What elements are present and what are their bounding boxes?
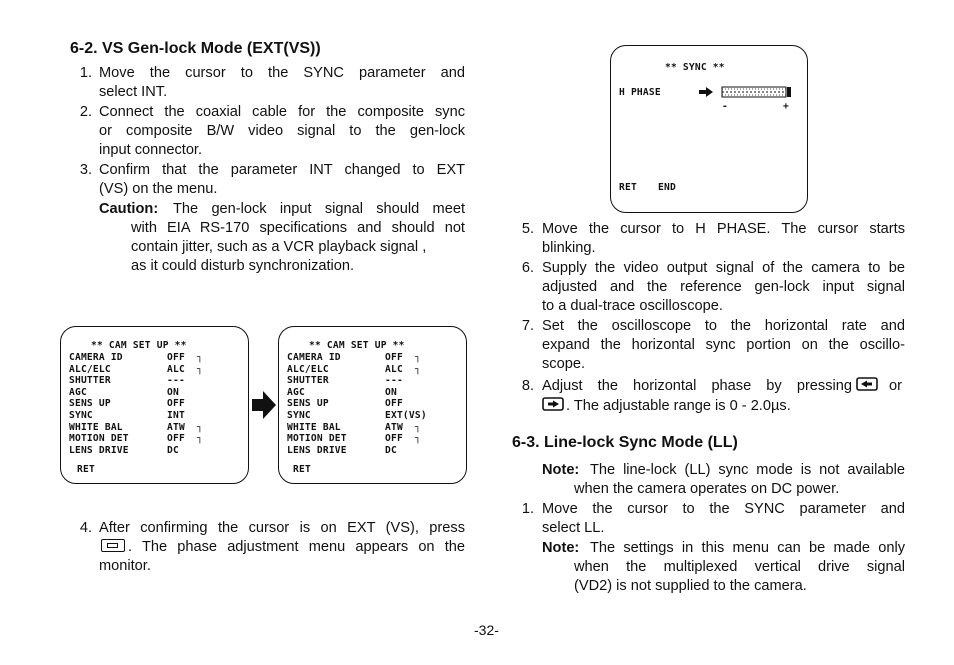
step-number: 6. (521, 260, 534, 276)
section-heading-line-lock: 6-3. Line-lock Sync Mode (LL) (512, 434, 738, 451)
step-text-or: or (889, 378, 902, 394)
menu-item-label: ALC/ELC (287, 363, 329, 375)
menu-item-label: SYNC (69, 410, 93, 421)
submenu-mark-icon: ┐ (197, 352, 203, 363)
menu-item-label: LENS DRIVE (287, 444, 347, 456)
step-number: 5. (521, 221, 534, 237)
page-number: -32- (474, 622, 499, 638)
step-number: 1. (79, 65, 92, 81)
step-text: Supply the video output signal of the camera to be (542, 260, 905, 276)
menu-item-value: DC (167, 444, 179, 456)
step-text: Confirm that the parameter INT changed to EXT (99, 162, 465, 178)
step-text: or composite B/W video signal to the gen-lock (99, 123, 465, 139)
step-number: 2. (79, 104, 92, 120)
note-label: Note: (542, 540, 580, 556)
note-text: (VD2) is not supplied to the camera. (574, 578, 807, 594)
menu-item-value: OFF (385, 352, 403, 363)
menu-item-value: --- (167, 375, 185, 387)
caution-text: contain jitter, such as a VCR playback signal , (131, 239, 427, 255)
set-key-icon (99, 538, 127, 557)
step-text: (VS) on the menu. (99, 181, 218, 197)
menu-item-label: AGC (287, 386, 305, 398)
step-text: blinking. (542, 240, 596, 256)
step-text: Adjust the horizontal phase by pressing (542, 378, 852, 394)
menu-item-value: OFF (385, 398, 403, 410)
menu-item-value: INT (167, 410, 185, 421)
step-text: Move the cursor to the SYNC parameter and (542, 501, 905, 517)
menu-item-label: MOTION DET (287, 433, 347, 445)
menu-item-label: WHITE BAL (69, 421, 123, 433)
caution-text: as it could disturb synchronization. (131, 258, 355, 274)
submenu-mark-icon: ┐ (415, 363, 421, 375)
menu-title: ** CAM SET UP ** (91, 340, 187, 351)
menu-title: ** SYNC ** (665, 62, 725, 73)
cursor-arrow-icon (699, 87, 713, 97)
menu-item-label: SYNC (287, 410, 311, 421)
menu-item-label: AGC (69, 386, 87, 398)
note-text: The settings in this menu can be made only (590, 540, 905, 556)
menu-item-label: LENS DRIVE (69, 444, 129, 456)
menu-title: ** CAM SET UP ** (309, 340, 405, 351)
caution-label: Caution: (99, 201, 159, 217)
step-text: Move the cursor to H PHASE. The cursor starts (542, 221, 905, 237)
menu-footer-end: END (658, 182, 676, 193)
step-text: Connect the coaxial cable for the composite sync (99, 104, 465, 120)
step-text: input connector. (99, 142, 203, 158)
menu-item-label: SENS UP (287, 398, 329, 410)
note-label: Note: (542, 462, 580, 478)
menu-item-label: CAMERA ID (69, 352, 123, 363)
note-text: The line-lock (LL) sync mode is not available (590, 462, 905, 478)
step-text: expand the horizontal sync portion on the oscillo- (542, 337, 905, 353)
submenu-mark-icon: ┐ (197, 363, 203, 375)
menu-footer-ret: RET (77, 464, 95, 475)
menu-item-value: OFF (167, 398, 185, 410)
right-arrow-icon (252, 391, 276, 419)
caution-text: with EIA RS-170 specifications and should not (131, 220, 465, 236)
submenu-mark-icon: ┐ (415, 421, 421, 433)
menu-screen-sync (610, 45, 808, 213)
menu-item-value: ATW (385, 421, 403, 433)
step-number: 1. (521, 501, 534, 517)
menu-item-label: SHUTTER (69, 375, 111, 387)
menu-item-label: ALC/ELC (69, 363, 111, 375)
step-number: 7. (521, 318, 534, 334)
menu-item-label: WHITE BAL (287, 421, 341, 433)
step-text: After confirming the cursor is on EXT (VS), press (99, 520, 465, 536)
step-text: . The adjustable range is 0 - 2.0µs. (566, 398, 791, 414)
step-text: scope. (542, 356, 585, 372)
step-text: to a dual-trace oscilloscope. (542, 298, 723, 314)
step-text: select INT. (99, 84, 168, 100)
minus-sign: - (722, 101, 728, 112)
step-text: . The phase adjustment menu appears on the (128, 539, 465, 555)
step-text: Set the oscilloscope to the horizontal rate and (542, 318, 905, 334)
menu-item-value: ALC (385, 363, 403, 375)
left-key-icon (856, 377, 878, 397)
step-number: 3. (79, 162, 92, 178)
menu-screen-before (60, 326, 249, 484)
menu-item-value: ON (385, 386, 397, 398)
submenu-mark-icon: ┐ (197, 421, 203, 433)
note-text: when the camera operates on DC power. (574, 481, 840, 497)
step-text: monitor. (99, 558, 151, 574)
menu-item-value: EXT(VS) (385, 410, 427, 421)
menu-item-label: SENS UP (69, 398, 111, 410)
menu-item-label: SHUTTER (287, 375, 329, 387)
step-number: 8. (521, 378, 534, 394)
menu-item-label: MOTION DET (69, 433, 129, 445)
menu-item-value: --- (385, 375, 403, 387)
section-heading-vs-genlock: 6-2. VS Gen-lock Mode (EXT(VS)) (70, 40, 321, 57)
menu-item-value: OFF (167, 352, 185, 363)
step-text: Move the cursor to the SYNC parameter and (99, 65, 465, 81)
menu-item-value: DC (385, 444, 397, 456)
right-key-icon (542, 397, 564, 417)
submenu-mark-icon: ┐ (197, 433, 203, 445)
step-number: 4. (79, 520, 92, 536)
menu-item-value: ALC (167, 363, 185, 375)
h-phase-label: H PHASE (619, 87, 661, 98)
step-text: select LL. (542, 520, 605, 536)
menu-item-value: ON (167, 386, 179, 398)
plus-sign: + (783, 101, 789, 112)
menu-item-value: OFF (385, 433, 403, 445)
submenu-mark-icon: ┐ (415, 352, 421, 363)
caution-text: The gen-lock input signal should meet (173, 201, 465, 217)
menu-item-value: OFF (167, 433, 185, 445)
menu-footer-ret: RET (293, 464, 311, 475)
menu-footer-ret: RET (619, 182, 637, 193)
menu-screen-after (278, 326, 467, 484)
menu-item-value: ATW (167, 421, 185, 433)
note-text: when the multiplexed vertical drive signal (574, 559, 905, 575)
submenu-mark-icon: ┐ (415, 433, 421, 445)
menu-item-label: CAMERA ID (287, 352, 341, 363)
step-text: adjusted and the reference gen-lock input signal (542, 279, 905, 295)
